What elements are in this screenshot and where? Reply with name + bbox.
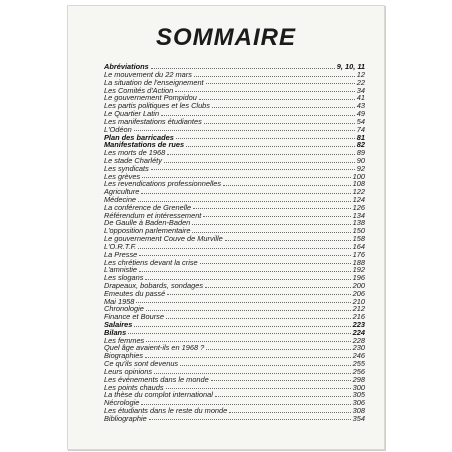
toc-entry-title: Quel âge avaient-ils en 1968 ? [104, 343, 205, 353]
dot-leader [192, 224, 350, 225]
toc-entry-title: Biographies [104, 351, 144, 361]
dot-leader [229, 412, 350, 413]
toc-entry-page: 228 [352, 335, 365, 345]
toc-entry-title: De Gaulle à Baden-Baden [104, 218, 191, 228]
page-title: SOMMAIRE [156, 24, 296, 51]
toc-entry-page: 196 [352, 273, 365, 283]
toc-entry-page: 74 [356, 124, 365, 134]
toc-entry-title: Les revendications professionnelles [104, 179, 222, 189]
toc-entry-page: 306 [352, 398, 365, 408]
toc-entry-page: 210 [352, 296, 365, 306]
toc-entry-title: Le Quartier Latin [104, 109, 160, 119]
toc-entry-title: L'Odéon [104, 124, 132, 134]
toc-entry-page: 90 [356, 155, 365, 165]
toc-entry-page: 92 [356, 163, 365, 173]
toc-entry [104, 258, 365, 266]
toc-entry [104, 180, 365, 188]
toc-entry-title: Référendum et intéressement [104, 210, 202, 220]
dot-leader [206, 83, 355, 84]
dot-leader [151, 68, 335, 69]
toc-entry [104, 266, 365, 274]
toc-entry-page: 108 [352, 179, 365, 189]
dot-leader [205, 287, 351, 288]
toc-entry-page: 89 [356, 148, 365, 158]
toc-entry-title: Les slogans [104, 273, 144, 283]
toc-entry-page: 300 [352, 382, 365, 392]
dot-leader [164, 162, 355, 163]
toc-entry-page: 100 [352, 171, 365, 181]
dot-leader [149, 419, 351, 420]
toc-entry-title: Les chrétiens devant la crise [104, 257, 198, 267]
toc-entry-title: Finance et Bourse [104, 312, 164, 322]
dot-leader [225, 240, 351, 241]
dot-leader [203, 216, 350, 217]
toc-entry-title: Bibliographie [104, 413, 147, 423]
dot-leader [128, 333, 350, 334]
toc-entry [104, 188, 365, 196]
toc-entry-page: 223 [352, 320, 365, 330]
dot-leader [206, 349, 350, 350]
dot-leader [167, 154, 355, 155]
toc-entry-title: Les grèves [104, 171, 141, 181]
toc-entry-title: La conférence de Grenelle [104, 202, 192, 212]
dot-leader [141, 193, 350, 194]
toc-entry [104, 415, 365, 423]
dot-leader [204, 123, 355, 124]
dot-leader [166, 318, 351, 319]
toc-entry [104, 243, 365, 251]
dot-leader [215, 396, 351, 397]
toc-entry-title: Plan des barricades [104, 132, 174, 142]
dot-leader [139, 271, 351, 272]
toc-entry-title: Les manifestations étudiantes [104, 116, 202, 126]
toc-entry-page: 22 [356, 77, 365, 87]
toc-entry-page: 188 [352, 257, 365, 267]
toc-entry-page: 158 [352, 234, 365, 244]
toc-entry-page: 43 [356, 101, 365, 111]
toc-entry-title: Les événements dans le monde [104, 374, 209, 384]
toc-entry-title: Salaires [104, 320, 133, 330]
toc-entry-page: 308 [352, 405, 365, 415]
dot-leader [211, 380, 351, 381]
dot-leader [166, 388, 351, 389]
toc-entry-page: 164 [352, 241, 365, 251]
toc-entry-title: Le gouvernement Couve de Murville [104, 234, 223, 244]
toc-entry-title: Le gouvernement Pompidou [104, 93, 197, 103]
toc-entry-page: 224 [352, 327, 365, 337]
toc-entry-title: L'opposition parlementaire [104, 226, 191, 236]
dot-leader [138, 248, 350, 249]
book-page [67, 5, 385, 450]
toc-entry-page: 12 [356, 70, 365, 80]
dot-leader [193, 208, 351, 209]
toc-entry-page: 9, 10, 11 [336, 62, 365, 72]
dot-leader [139, 255, 350, 256]
toc-entry-title: La thèse du complot international [104, 390, 213, 400]
toc-entry-page: 206 [352, 288, 365, 298]
dot-leader [136, 302, 350, 303]
toc-entry-page: 212 [352, 304, 365, 314]
toc-entry [104, 391, 365, 399]
dot-leader [180, 365, 351, 366]
dot-leader [141, 404, 350, 405]
toc-entry [104, 313, 365, 321]
toc-entry-title: Le stade Charléty [104, 155, 162, 165]
toc-entry-title: Nécrologie [104, 398, 140, 408]
dot-leader [212, 107, 355, 108]
toc-entry-page: 255 [352, 359, 365, 369]
dot-leader [146, 310, 351, 311]
toc-entry-page: 176 [352, 249, 365, 259]
toc-entry-title: Le mouvement du 22 mars [104, 70, 192, 80]
toc-entry-title: Les étudiants dans le reste du monde [104, 405, 228, 415]
toc-entry [104, 321, 365, 329]
toc-entry [104, 118, 365, 126]
toc-entry [104, 165, 365, 173]
toc-entry-title: Les Comités d'Action [104, 85, 174, 95]
toc-entry [104, 235, 365, 243]
dot-leader [199, 99, 355, 100]
dot-leader [142, 177, 351, 178]
toc-entry-title: L'O.R.T.F. [104, 241, 137, 251]
toc-entry-page: 41 [356, 93, 365, 103]
toc-entry-page: 49 [356, 109, 365, 119]
dot-leader [223, 185, 351, 186]
toc-entry-title: Les femmes [104, 335, 145, 345]
toc-entry [104, 290, 365, 298]
dot-leader [161, 115, 355, 116]
dot-leader [175, 91, 355, 92]
toc-entry-page: 192 [352, 265, 365, 275]
toc-entry-title: Mai 1958 [104, 296, 135, 306]
dot-leader [146, 341, 350, 342]
toc-entry-page: 138 [352, 218, 365, 228]
toc-entry-page: 246 [352, 351, 365, 361]
dot-leader [145, 279, 350, 280]
toc-entry-page: 216 [352, 312, 365, 322]
dot-leader [134, 130, 355, 131]
toc-entry-title: Drapeaux, bobards, sondages [104, 280, 204, 290]
toc-entry-title: Manifestations de rues [104, 140, 185, 150]
toc-entry-page: 256 [352, 366, 365, 376]
toc-entry-page: 81 [356, 132, 365, 142]
toc-entry-title: Les syndicats [104, 163, 149, 173]
toc-entry-title: Ce qu'ils sont devenus [104, 359, 179, 369]
dot-leader [200, 263, 351, 264]
toc-entry-page: 150 [352, 226, 365, 236]
toc-entry-title: L'amnistie [104, 265, 138, 275]
toc-entry-page: 126 [352, 202, 365, 212]
toc-entry-page: 82 [356, 140, 365, 150]
toc-entry-title: Les points chauds [104, 382, 164, 392]
toc-entry-title: Les partis politiques et les Clubs [104, 101, 210, 111]
dot-leader [134, 326, 350, 327]
toc-entry-title: Les morts de 1968 [104, 148, 166, 158]
toc-entry-page: 54 [356, 116, 365, 126]
dot-leader [167, 294, 350, 295]
toc-entry-page: 34 [356, 85, 365, 95]
table-of-contents [104, 63, 365, 422]
toc-entry-title: Emeutes du passé [104, 288, 166, 298]
toc-entry [104, 344, 365, 352]
dot-leader [186, 146, 355, 147]
toc-entry-title: La Presse [104, 249, 138, 259]
dot-leader [154, 373, 351, 374]
dot-leader [176, 138, 355, 139]
toc-entry-page: 298 [352, 374, 365, 384]
toc-entry-page: 230 [352, 343, 365, 353]
dot-leader [145, 357, 351, 358]
toc-entry-page: 305 [352, 390, 365, 400]
dot-leader [138, 201, 351, 202]
toc-entry-page: 200 [352, 280, 365, 290]
toc-entry-page: 122 [352, 187, 365, 197]
dot-leader [192, 232, 350, 233]
toc-entry-page: 124 [352, 195, 365, 205]
dot-leader [151, 169, 355, 170]
dot-leader [194, 76, 355, 77]
toc-entry-title: La situation de l'enseignement [104, 77, 204, 87]
toc-entry-title: Abréviations [104, 62, 149, 72]
toc-entry-title: Leurs opinions [104, 366, 153, 376]
toc-entry-title: Agriculture [104, 187, 140, 197]
toc-entry-title: Chronologie [104, 304, 144, 314]
toc-entry-page: 134 [352, 210, 365, 220]
toc-entry-title: Médecine [104, 195, 137, 205]
toc-entry-title: Bilans [104, 327, 127, 337]
toc-entry-page: 354 [352, 413, 365, 423]
